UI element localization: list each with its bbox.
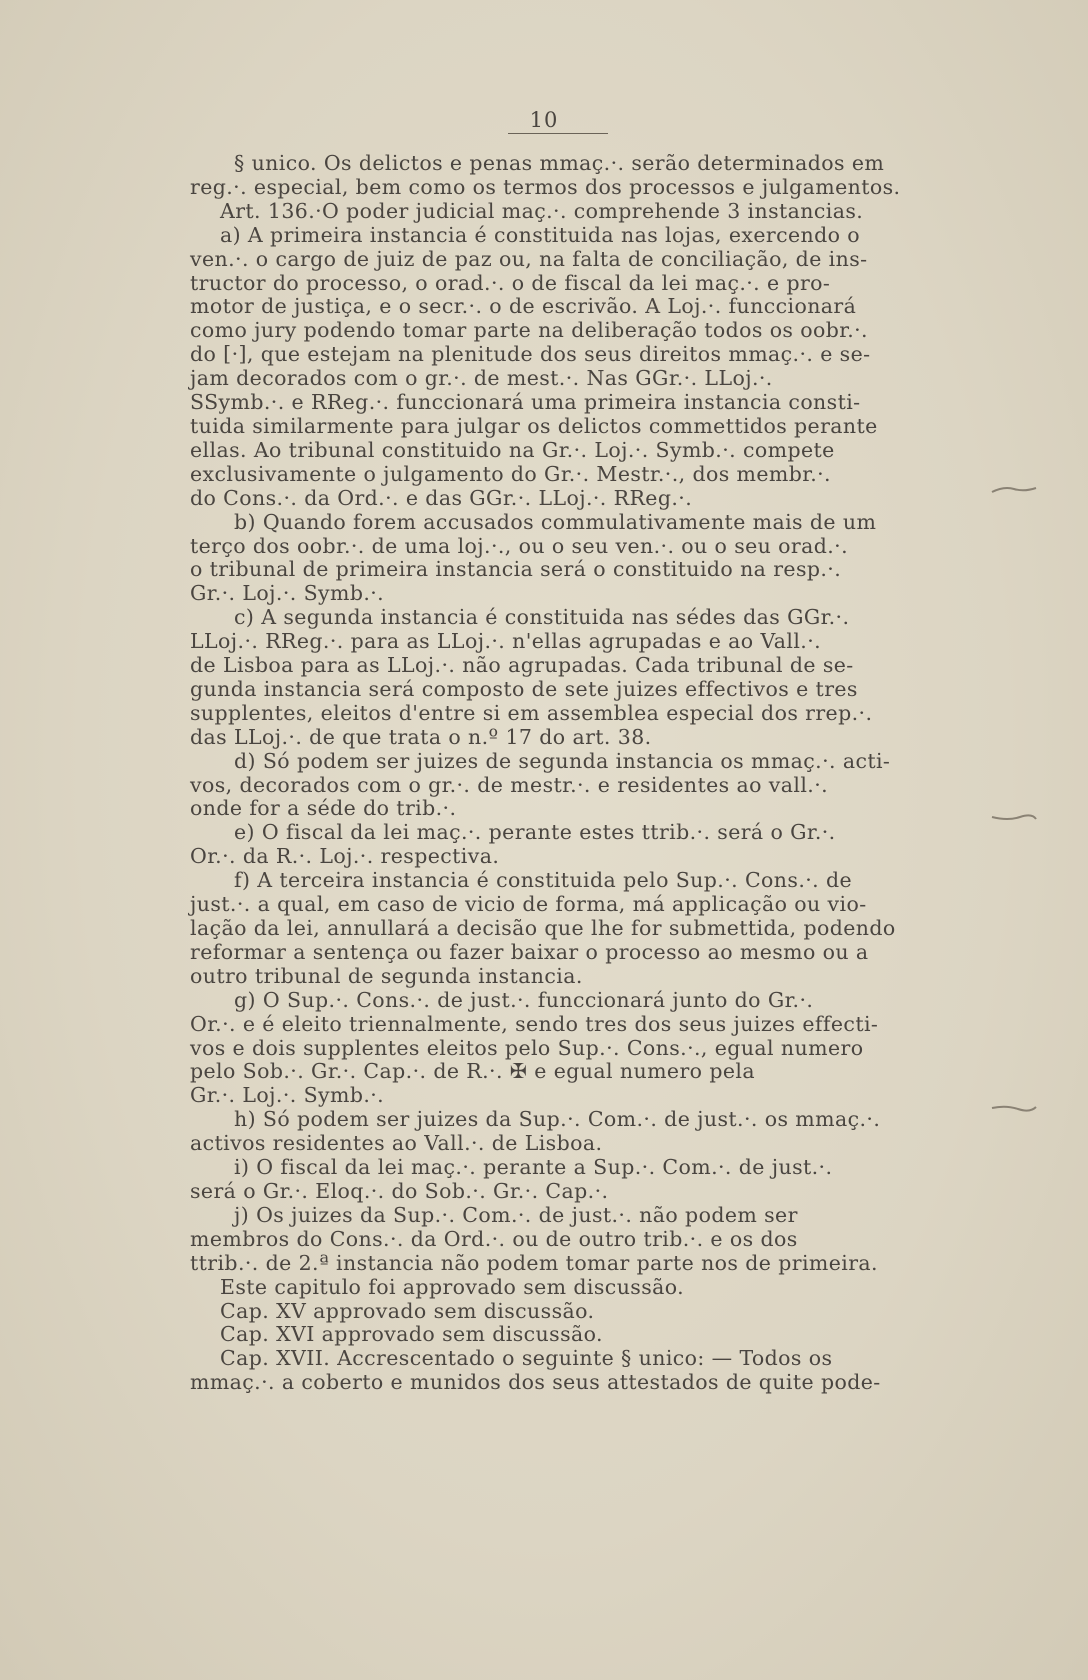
margin-smudge-icon (990, 810, 1038, 824)
text-line: e) O fiscal da lei maç.·. perante estes ttrib.·. será o Gr.·. (234, 820, 836, 845)
text-line: LLoj.·. RReg.·. para as LLoj.·. n'ellas agrupadas e ao Vall.·. (190, 629, 822, 654)
text-line: mmaç.·. a coberto e munidos dos seus attestados de quite pode- (190, 1370, 881, 1395)
text-line: b) Quando forem accusados commulativamente mais de um (234, 509, 877, 534)
text-line: ven.·. o cargo de juiz de paz ou, na falta de conciliação, de ins- (190, 246, 868, 271)
margin-smudge-icon (990, 482, 1038, 496)
text-line: membros do Cons.·. da Ord.·. ou de outro trib.·. e os dos (190, 1226, 798, 1251)
text-line: motor de justiça, e o secr.·. o de escrivão. A Loj.·. funccionará (190, 294, 857, 319)
text-line: § unico. Os delictos e penas mmaç.·. serão determinados em (234, 151, 885, 175)
text-line: Or.·. da R.·. Loj.·. respectiva. (190, 844, 500, 869)
text-line: SSymb.·. e RReg.·. funccionará uma primeira instancia consti- (190, 390, 861, 415)
text-line: terço dos oobr.·. de uma loj.·., ou o seu ven.·. ou o seu orad.·. (190, 533, 849, 558)
text-line: será o Gr.·. Eloq.·. do Sob.·. Gr.·. Cap.·. (190, 1178, 609, 1203)
text-line: c) A segunda instancia é constituida nas sédes das GGr.·. (234, 605, 850, 630)
text-line: o tribunal de primeira instancia será o constituido na resp.·. (190, 557, 842, 582)
text-line: do [·], que estejam na plenitude dos seus direitos mmaç.·. e se- (190, 342, 871, 367)
text-line: gunda instancia será composto de sete juizes effectivos e tres (190, 676, 858, 701)
page-number: 10 (529, 108, 559, 132)
text-line: jam decorados com o gr.·. de mest.·. Nas GGr.·. LLoj.·. (190, 366, 773, 391)
text-line: vos e dois supplentes eleitos pelo Sup.·. Cons.·., egual numero (190, 1035, 864, 1060)
header-rule (508, 133, 608, 134)
text-line: do Cons.·. da Ord.·. e das GGr.·. LLoj.·. RReg.·. (190, 485, 693, 510)
text-line: exclusivamente o julgamento do Gr.·. Mestr.·., dos membr.·. (190, 461, 831, 486)
text-line: lação da lei, annullará a decisão que lhe for submettida, podendo (190, 916, 896, 940)
text-line: reformar a sentença ou fazer baixar o processo ao mesmo ou a (190, 939, 869, 964)
text-line: ttrib.·. de 2.ª instancia não podem tomar parte nos de primeira. (190, 1250, 878, 1275)
text-line: a) A primeira instancia é constituida nas lojas, exercendo o (220, 222, 861, 247)
text-line: das LLoj.·. de que trata o n.º 17 do art. 38. (190, 724, 652, 749)
text-line: activos residentes ao Vall.·. de Lisboa. (190, 1131, 603, 1156)
text-line: j) Os juizes da Sup.·. Com.·. de just.·. não podem ser (234, 1202, 798, 1227)
text-line: Gr.·. Loj.·. Symb.·. (190, 1083, 385, 1108)
text-line: reg.·. especial, bem como os termos dos processos e julgamentos. (190, 174, 901, 199)
text-line: i) O fiscal da lei maç.·. perante a Sup.·. Com.·. de just.·. (234, 1155, 833, 1180)
text-line: just.·. a qual, em caso de vicio de forma, má applicação ou vio- (190, 892, 867, 917)
text-line: g) O Sup.·. Cons.·. de just.·. funccionará junto do Gr.·. (234, 987, 814, 1012)
text-line: f) A terceira instancia é constituida pelo Sup.·. Cons.·. de (234, 868, 853, 893)
text-line: Este capitulo foi approvado sem discussão. (220, 1274, 685, 1299)
text-line: d) Só podem ser juizes de segunda instancia os mmaç.·. acti- (234, 748, 891, 773)
text-line: onde for a séde do trib.·. (190, 796, 457, 821)
text-line: de Lisboa para as LLoj.·. não agrupadas. Cada tribunal de se- (190, 653, 854, 678)
margin-smudge-icon (990, 1100, 1038, 1114)
body-text (190, 152, 910, 1395)
text-line: tructor do processo, o orad.·. o de fiscal da lei maç.·. e pro- (190, 270, 831, 295)
text-line: como jury podendo tomar parte na deliberação todos os oobr.·. (190, 318, 868, 343)
text-line: Cap. XV approvado sem discussão. (220, 1298, 595, 1323)
text-line: Art. 136.·O poder judicial maç.·. comprehende 3 instancias. (220, 198, 864, 223)
text-line: vos, decorados com o gr.·. de mestr.·. e residentes ao vall.·. (190, 772, 829, 797)
text-line: Cap. XVI approvado sem discussão. (220, 1322, 603, 1347)
text-line: pelo Sob.·. Gr.·. Cap.·. de R.·. ✠ e egual numero pela (190, 1059, 755, 1084)
text-line: h) Só podem ser juizes da Sup.·. Com.·. de just.·. os mmaç.·. (234, 1107, 881, 1132)
text-line: tuida similarmente para julgar os delictos commettidos perante (190, 413, 878, 438)
text-line: ellas. Ao tribunal constituido na Gr.·. Loj.·. Symb.·. compete (190, 437, 835, 462)
text-line: Or.·. e é eleito triennalmente, sendo tres dos seus juizes effecti- (190, 1011, 879, 1036)
text-line: Gr.·. Loj.·. Symb.·. (190, 581, 385, 606)
text-line: supplentes, eleitos d'entre si em assemblea especial dos rrep.·. (190, 700, 873, 725)
text-line: Cap. XVII. Accrescentado o seguinte § unico: — Todos os (220, 1346, 833, 1371)
text-line: outro tribunal de segunda instancia. (190, 963, 583, 988)
